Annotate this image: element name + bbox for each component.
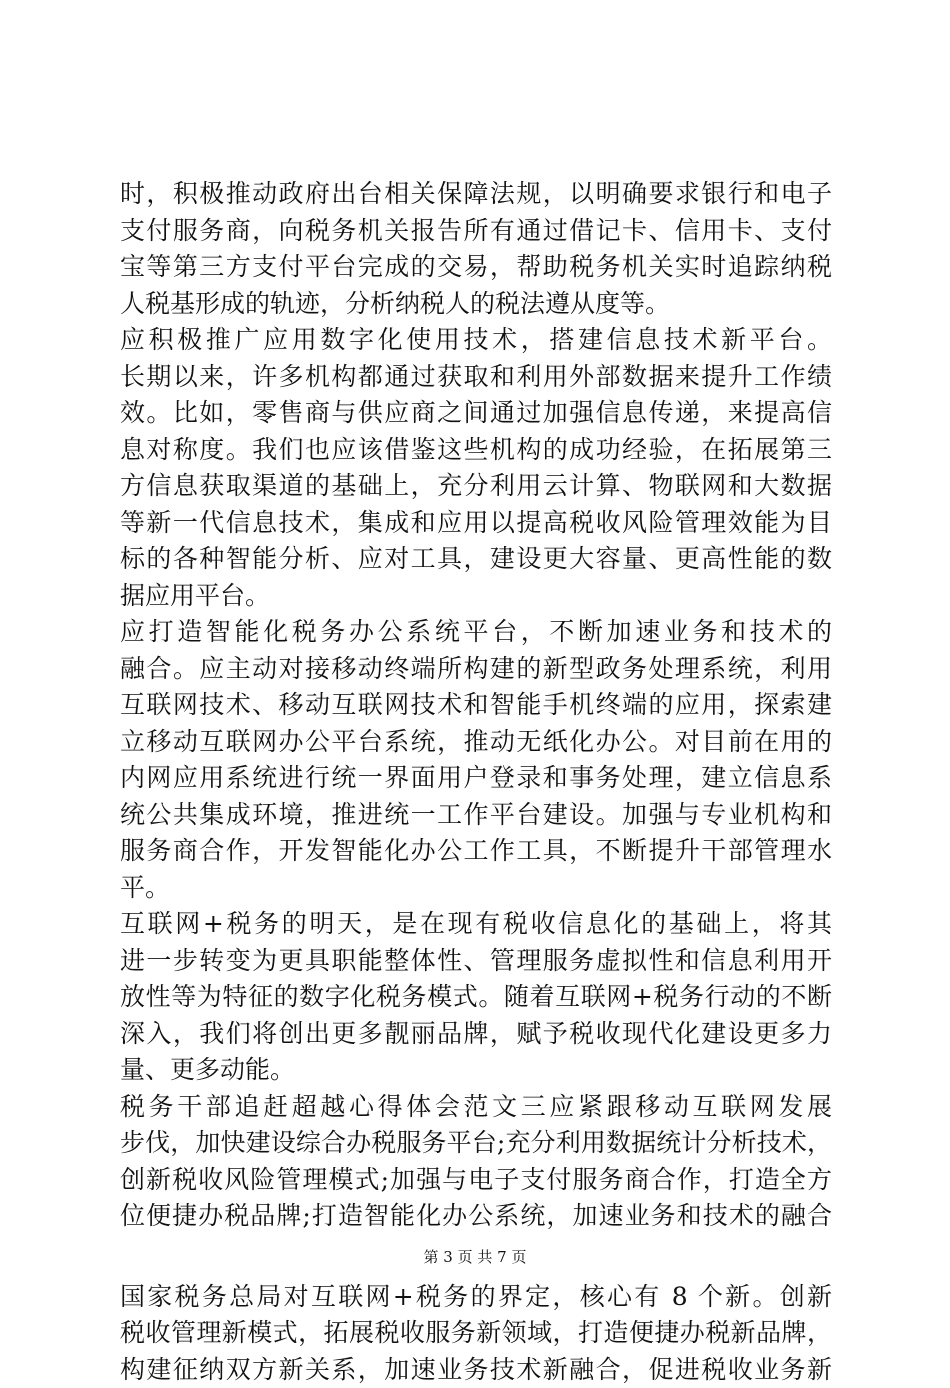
text-line: 互联网+税务的明天，是在现有税收信息化的基础上，将其	[120, 906, 832, 943]
text-line: 应打造智能化税务办公系统平台，不断加速业务和技术的	[120, 614, 832, 651]
text-line: 应积极推广应用数字化使用技术，搭建信息技术新平台。	[120, 322, 832, 359]
text-line: 创新税收风险管理模式;加强与电子支付服务商合作，打造全方	[120, 1162, 832, 1199]
text-line: 时，积极推动政府出台相关保障法规，以明确要求银行和电子	[120, 176, 832, 213]
paragraph	[120, 1279, 832, 1388]
text-line: 统公共集成环境，推进统一工作平台建设。加强与专业机构和	[120, 797, 832, 834]
text-line: 人税基形成的轨迹，分析纳税人的税法遵从度等。	[120, 286, 832, 323]
text-line: 构建征纳双方新关系，加速业务技术新融合，促进税收业务新	[120, 1352, 832, 1388]
paragraph	[120, 1089, 832, 1235]
text-line: 标的各种智能分析、应对工具，建设更大容量、更高性能的数	[120, 541, 832, 578]
document-body	[120, 176, 832, 1388]
paragraph	[120, 614, 832, 906]
text-line: 长期以来，许多机构都通过获取和利用外部数据来提升工作绩	[120, 359, 832, 396]
text-line: 国家税务总局对互联网+税务的界定，核心有 8 个新。创新	[120, 1279, 832, 1316]
text-line: 进一步转变为更具职能整体性、管理服务虚拟性和信息利用开	[120, 943, 832, 980]
text-line: 融合。应主动对接移动终端所构建的新型政务处理系统，利用	[120, 651, 832, 688]
page-number-footer: 第 3 页 共 7 页	[0, 1246, 950, 1267]
text-line: 等新一代信息技术，集成和应用以提高税收风险管理效能为目	[120, 505, 832, 542]
text-line: 服务商合作，开发智能化办公工作工具，不断提升干部管理水	[120, 833, 832, 870]
text-line: 平。	[120, 870, 832, 907]
text-line: 方信息获取渠道的基础上，充分利用云计算、物联网和大数据	[120, 468, 832, 505]
text-line: 互联网技术、移动互联网技术和智能手机终端的应用，探索建	[120, 687, 832, 724]
text-line: 深入，我们将创出更多靓丽品牌，赋予税收现代化建设更多力	[120, 1016, 832, 1053]
text-line: 量、更多动能。	[120, 1052, 832, 1089]
paragraph	[120, 322, 832, 614]
paragraph	[120, 176, 832, 322]
text-line: 步伐，加快建设综合办税服务平台;充分利用数据统计分析技术，	[120, 1125, 832, 1162]
text-line: 税收管理新模式，拓展税收服务新领域，打造便捷办税新品牌，	[120, 1315, 832, 1352]
text-line: 放性等为特征的数字化税务模式。随着互联网+税务行动的不断	[120, 979, 832, 1016]
text-line: 立移动互联网办公平台系统，推动无纸化办公。对目前在用的	[120, 724, 832, 761]
text-line: 内网应用系统进行统一界面用户登录和事务处理，建立信息系	[120, 760, 832, 797]
text-line: 息对称度。我们也应该借鉴这些机构的成功经验，在拓展第三	[120, 432, 832, 469]
text-line: 效。比如，零售商与供应商之间通过加强信息传递，来提高信	[120, 395, 832, 432]
text-line: 宝等第三方支付平台完成的交易，帮助税务机关实时追踪纳税	[120, 249, 832, 286]
text-line: 据应用平台。	[120, 578, 832, 615]
text-line: 支付服务商，向税务机关报告所有通过借记卡、信用卡、支付	[120, 213, 832, 250]
text-line: 位便捷办税品牌;打造智能化办公系统，加速业务和技术的融合	[120, 1198, 832, 1235]
paragraph	[120, 906, 832, 1089]
text-line: 税务干部追赶超越心得体会范文三应紧跟移动互联网发展	[120, 1089, 832, 1126]
